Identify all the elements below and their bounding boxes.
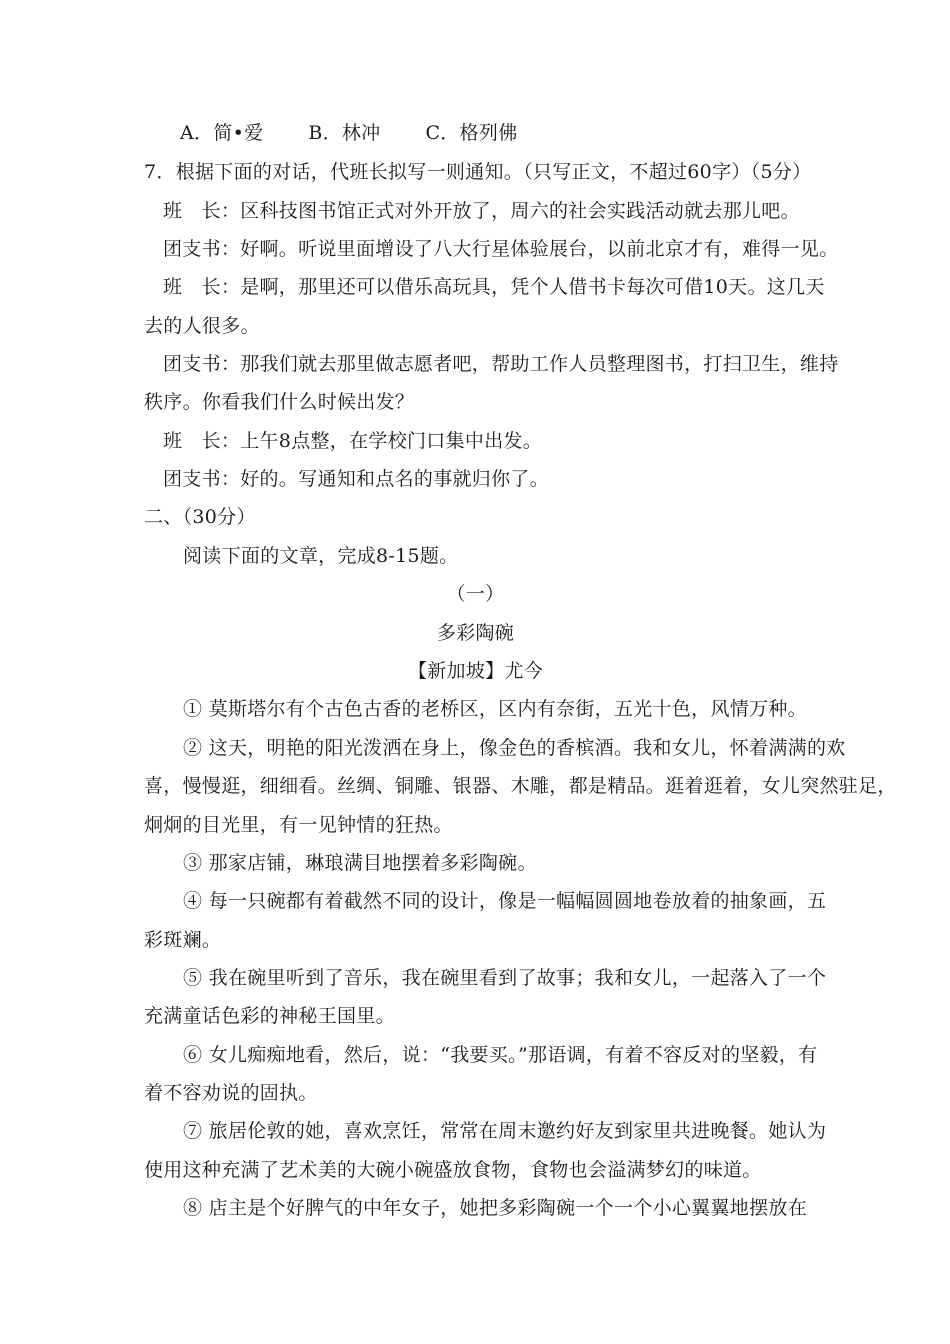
article-paragraph-3: ③ 那家店铺，琳琅满目地摆着多彩陶碗。 [183,852,537,874]
dialogue-line-2: 团支书：好啊。听说里面增设了八大行星体验展台，以前北京才有，难得一见。 [163,238,839,260]
article-paragraph-2-line-2: 喜，慢慢逛，细细看。丝绸、铜雕、银器、木雕，都是精品。逛着逛着，女儿突然驻足， [144,775,897,797]
section-two-heading: 二、（30分） [144,506,256,528]
article-paragraph-4-line-2: 彩斑斓。 [144,929,222,951]
article-paragraph-1: ① 莫斯塔尔有个古色古香的老桥区，区内有奈街，五光十色，风情万种。 [183,698,807,720]
dialogue-line-3-cont: 去的人很多。 [144,315,260,337]
article-paragraph-2-line-1: ② 这天，明艳的阳光泼洒在身上，像金色的香槟酒。我和女儿，怀着满满的欢 [183,737,846,759]
article-paragraph-8-line-1: ⑧ 店主是个好脾气的中年女子，她把多彩陶碗一个一个小心翼翼地摆放在 [183,1197,807,1219]
dialogue-line-6: 团支书：好的。写通知和点名的事就归你了。 [163,468,550,490]
q7-prompt: 7．根据下面的对话，代班长拟写一则通知。（只写正文，不超过60字）（5分） [144,161,812,183]
article-author: 【新加坡】尤今 [407,660,544,682]
article-paragraph-6-line-2: 着不容劝说的固执。 [144,1082,318,1104]
dialogue-line-1: 班 长：区科技图书馆正式对外开放了，周六的社会实践活动就去那儿吧。 [163,200,800,222]
article-paragraph-7-line-2: 使用这种充满了艺术美的大碗小碗盛放食物，食物也会溢满梦幻的味道。 [144,1159,762,1181]
q6-options: A．简•爱 B．林冲 C．格列佛 [180,122,518,144]
article-paragraph-2-line-3: 炯炯的目光里，有一见钟情的狂热。 [144,814,453,836]
article-paragraph-5-line-1: ⑤ 我在碗里听到了音乐，我在碗里看到了故事；我和女儿，一起落入了一个 [183,967,827,989]
article-title: 多彩陶碗 [436,622,515,644]
dialogue-line-4: 团支书：那我们就去那里做志愿者吧，帮助工作人员整理图书，打扫卫生，维持 [163,353,839,375]
article-paragraph-7-line-1: ⑦ 旅居伦敦的她，喜欢烹饪，常常在周末邀约好友到家里共进晚餐。她认为 [183,1120,827,1142]
reading-instruction: 阅读下面的文章，完成8-15题。 [183,545,459,567]
dialogue-line-4-cont: 秩序。你看我们什么时候出发？ [144,391,415,413]
dialogue-line-5: 班 长：上午8点整，在学校门口集中出发。 [163,430,543,452]
article-paragraph-6-line-1: ⑥ 女儿痴痴地看，然后，说：“我要买。”那语调，有着不容反对的坚毅，有 [183,1044,818,1066]
article-paragraph-4-line-1: ④ 每一只碗都有着截然不同的设计，像是一幅幅圆圆地卷放着的抽象画，五 [183,890,827,912]
article-paragraph-5-line-2: 充满童话色彩的神秘王国里。 [144,1005,395,1027]
dialogue-line-3: 班 长：是啊，那里还可以借乐高玩具，凭个人借书卡每次可借10天。这几天 [163,276,825,298]
part-label: （一） [446,583,505,605]
